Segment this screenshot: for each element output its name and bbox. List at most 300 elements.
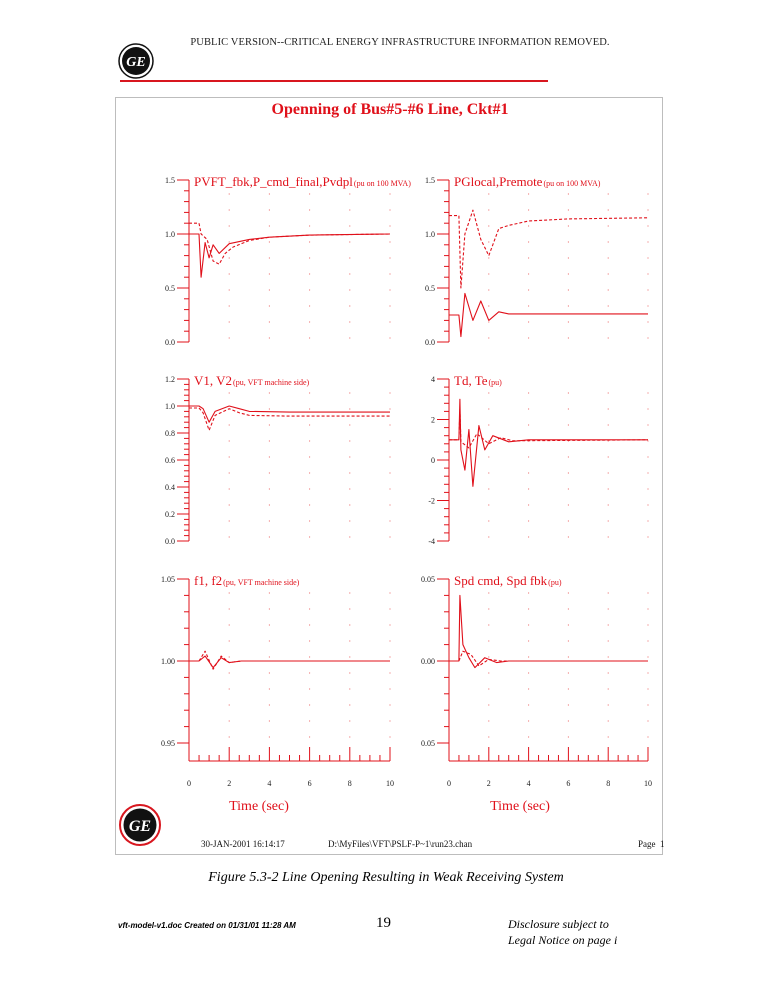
grid-dot [389,193,390,194]
grid-dot [349,424,350,425]
grid-dot [488,704,489,705]
grid-dot [488,672,489,673]
grid-dot [349,504,350,505]
panel-title-note: (pu) [488,378,502,387]
x-tick-label: 6 [307,779,312,788]
grid-dot [309,488,310,489]
grid-dot [528,736,529,737]
grid-dot [608,736,609,737]
grid-dot [349,624,350,625]
ge-logo-text: GE [126,55,146,70]
grid-dot [608,640,609,641]
grid-dot [309,408,310,409]
grid-dot [528,289,529,290]
grid-dot [568,656,569,657]
grid-dot [608,193,609,194]
grid-dot [269,225,270,226]
grid-dot [269,337,270,338]
grid-dot [269,209,270,210]
x-tick-label: 8 [606,779,611,788]
grid-dot [349,273,350,274]
grid-dot [608,209,609,210]
grid-dot [647,536,648,537]
grid-dot [229,520,230,521]
grid-dot [568,624,569,625]
grid-dot [269,241,270,242]
grid-dot [528,624,529,625]
grid-dot [528,424,529,425]
grid-dot [389,209,390,210]
panel-title [454,573,562,588]
grid-dot [647,736,648,737]
grid-dot [528,305,529,306]
grid-dot [608,472,609,473]
grid-dot [349,640,350,641]
x-tick-label: 8 [347,779,352,788]
grid-dot [647,592,648,593]
grid-dot [389,488,390,489]
grid-dot [269,640,270,641]
y-tick-label: 1.5 [425,176,435,185]
grid-dot [568,209,569,210]
header-rule [120,80,548,82]
y-tick-label: -2 [428,496,435,506]
panel-title-note: (pu on 100 MVA) [543,179,601,188]
grid-dot [488,257,489,258]
grid-dot [568,672,569,673]
grid-dot [309,225,310,226]
grid-dot [608,273,609,274]
grid-dot [528,392,529,393]
y-tick-label: 0.8 [165,429,175,438]
grid-dot [389,472,390,473]
grid-dot [528,193,529,194]
grid-dot [568,241,569,242]
grid-dot [488,225,489,226]
panel-title-main: Td, Te [454,373,488,388]
grid-dot [349,456,350,457]
grid-dot [488,488,489,489]
series-line-1 [189,234,390,277]
grid-dot [269,424,270,425]
grid-dot [488,688,489,689]
grid-dot [608,608,609,609]
plot-panel-6 [421,573,649,748]
grid-dot [349,488,350,489]
grid-dot [309,672,310,673]
grid-dot [528,337,529,338]
panel-title-note: (pu, VFT machine side) [233,378,310,387]
grid-dot [608,408,609,409]
grid-dot [647,440,648,441]
grid-dot [389,408,390,409]
grid-dot [309,520,310,521]
grid-dot [229,456,230,457]
grid-dot [229,736,230,737]
grid-dot [229,225,230,226]
series-line-2 [189,651,390,669]
grid-dot [349,193,350,194]
grid-dot [269,720,270,721]
grid-dot [349,536,350,537]
grid-dot [269,440,270,441]
grid-dot [647,193,648,194]
x-tick-label: 4 [526,779,531,788]
grid-dot [647,321,648,322]
grid-dot [488,193,489,194]
grid-dot [647,392,648,393]
grid-dot [309,504,310,505]
panel-title [454,373,502,388]
grid-dot [568,536,569,537]
grid-dot [488,273,489,274]
grid-dot [229,688,230,689]
grid-dot [647,305,648,306]
header-notice: PUBLIC VERSION--CRITICAL ENERGY INFRASTRUCTURE INFORMATION REMOVED. [190,37,610,48]
grid-dot [389,688,390,689]
grid-dot [608,225,609,226]
grid-dot [608,321,609,322]
panel-title-note: (pu, VFT machine side) [223,578,300,587]
grid-dot [229,704,230,705]
grid-dot [349,688,350,689]
panel-title-main: PGlocal,Premote [454,174,543,189]
grid-dot [647,241,648,242]
page-num: 1 [660,839,665,849]
y-tick-label: 0.95 [161,739,175,748]
grid-dot [309,608,310,609]
grid-dot [647,273,648,274]
grid-dot [389,424,390,425]
grid-dot [608,520,609,521]
grid-dot [647,209,648,210]
grid-dot [568,257,569,258]
y-tick-label: 0.4 [165,483,175,492]
grid-dot [528,273,529,274]
x-tick-label: 6 [566,779,571,788]
grid-dot [488,504,489,505]
grid-dot [349,736,350,737]
figure-frame [115,97,663,855]
y-tick-label: 2 [431,415,435,425]
grid-dot [568,273,569,274]
grid-dot [389,624,390,625]
grid-dot [309,640,310,641]
grid-dot [269,536,270,537]
grid-dot [349,408,350,409]
grid-dot [528,592,529,593]
grid-dot [349,608,350,609]
grid-dot [488,640,489,641]
grid-dot [309,656,310,657]
grid-dot [568,225,569,226]
panel-title [194,573,300,588]
grid-dot [488,608,489,609]
y-tick-label: -4 [428,537,435,546]
footer-file-info: vft-model-v1.doc Created on 01/31/01 11:28 AM [118,921,296,930]
grid-dot [647,688,648,689]
grid-dot [647,704,648,705]
grid-dot [309,241,310,242]
xlabel-right: Time (sec) [490,799,550,814]
grid-dot [488,736,489,737]
grid-dot [647,656,648,657]
panel-title-note: (pu) [548,578,562,587]
plot-panel-2 [425,174,649,347]
grid-dot [309,472,310,473]
grid-dot [269,520,270,521]
grid-dot [608,624,609,625]
figure-caption: Figure 5.3-2 Line Opening Resulting in Weak Receiving System [208,870,564,885]
grid-dot [647,424,648,425]
y-tick-label: 1.0 [165,230,175,239]
grid-dot [608,672,609,673]
y-tick-label: 4 [431,375,435,384]
grid-dot [309,720,310,721]
grid-dot [608,720,609,721]
grid-dot [309,392,310,393]
panel-title-main: V1, V2 [194,373,233,388]
figure-title: Openning of Bus#5-#6 Line, Ckt#1 [271,101,509,118]
grid-dot [528,688,529,689]
panel-title-main: f1, f2 [194,573,223,588]
grid-dot [528,321,529,322]
grid-dot [229,193,230,194]
grid-dot [229,472,230,473]
grid-dot [349,305,350,306]
y-tick-label: 1.2 [165,375,175,384]
grid-dot [568,736,569,737]
grid-dot [608,305,609,306]
grid-dot [528,640,529,641]
panel-title [194,373,310,388]
grid-dot [269,321,270,322]
grid-dot [229,273,230,274]
footer-disclosure [508,916,617,948]
grid-dot [568,321,569,322]
grid-dot [269,608,270,609]
grid-dot [389,704,390,705]
plot-panel-5 [161,573,391,748]
x-tick-label: 0 [447,779,451,788]
grid-dot [488,720,489,721]
grid-dot [647,289,648,290]
grid-dot [608,392,609,393]
grid-dot [568,704,569,705]
grid-dot [349,321,350,322]
x-tick-label: 0 [187,779,191,788]
grid-dot [269,592,270,593]
grid-dot [568,305,569,306]
grid-dot [349,209,350,210]
grid-dot [349,656,350,657]
grid-dot [229,257,230,258]
y-tick-label: 0.5 [165,284,175,293]
grid-dot [568,720,569,721]
grid-dot [488,392,489,393]
grid-dot [488,289,489,290]
grid-dot [647,337,648,338]
y-tick-label: 0.0 [165,537,175,546]
grid-dot [389,225,390,226]
grid-dot [647,624,648,625]
grid-dot [608,536,609,537]
grid-dot [528,225,529,226]
y-tick-label: 0.6 [165,456,175,465]
grid-dot [568,408,569,409]
disclosure-line-1: Disclosure subject to [508,917,609,931]
grid-dot [229,440,230,441]
y-tick-label: 0.00 [421,657,435,666]
grid-dot [568,472,569,473]
grid-dot [389,321,390,322]
x-axis-left [187,743,394,788]
grid-dot [608,241,609,242]
x-tick-label: 2 [227,779,232,788]
grid-dot [229,592,230,593]
footer-page-number: 19 [376,915,391,931]
grid-dot [608,257,609,258]
series-line-2 [449,293,648,336]
x-tick-label: 10 [644,779,652,788]
grid-dot [528,672,529,673]
grid-dot [528,520,529,521]
grid-dot [389,672,390,673]
y-tick-label: 1.0 [425,230,435,239]
grid-dot [309,456,310,457]
y-tick-label: 0.5 [425,284,435,293]
grid-dot [269,289,270,290]
grid-dot [269,504,270,505]
grid-dot [488,321,489,322]
grid-dot [568,392,569,393]
grid-dot [229,624,230,625]
series-line-1 [189,656,390,668]
grid-dot [309,193,310,194]
grid-dot [389,504,390,505]
grid-dot [229,720,230,721]
panel-title-main: Spd cmd, Spd fbk [454,573,548,588]
grid-dot [229,656,230,657]
grid-dot [608,592,609,593]
xlabel-left: Time (sec) [229,799,289,814]
grid-dot [389,241,390,242]
grid-dot [269,408,270,409]
grid-dot [488,408,489,409]
grid-dot [309,688,310,689]
grid-dot [488,209,489,210]
grid-dot [389,608,390,609]
grid-dot [349,289,350,290]
y-tick-label: 0.05 [421,739,435,748]
grid-dot [309,536,310,537]
grid-dot [389,536,390,537]
grid-dot [389,656,390,657]
grid-dot [229,209,230,210]
grid-dot [647,456,648,457]
grid-dot [608,456,609,457]
grid-dot [568,520,569,521]
grid-dot [389,392,390,393]
grid-dot [229,504,230,505]
grid-dot [269,273,270,274]
grid-dot [269,472,270,473]
grid-dot [389,305,390,306]
y-tick-label: 0 [431,456,435,465]
grid-dot [349,337,350,338]
grid-dot [389,337,390,338]
ge-logo-bottom-icon [119,804,161,846]
series-line-2 [189,223,390,264]
series-line-2 [189,408,390,430]
grid-dot [389,257,390,258]
grid-dot [229,241,230,242]
grid-dot [528,456,529,457]
x-axis-right [447,743,652,788]
plot-panel-1 [165,174,411,347]
grid-dot [309,424,310,425]
grid-dot [309,305,310,306]
grid-dot [608,337,609,338]
grid-dot [488,520,489,521]
grid-dot [568,424,569,425]
grid-dot [568,337,569,338]
grid-dot [488,624,489,625]
grid-dot [568,504,569,505]
grid-dot [349,720,350,721]
grid-dot [568,193,569,194]
grid-dot [528,504,529,505]
grid-dot [229,424,230,425]
panel-title [454,174,601,189]
series-line-1 [449,399,648,486]
grid-dot [647,608,648,609]
grid-dot [488,241,489,242]
grid-dot [389,736,390,737]
y-tick-label: 1.05 [161,575,175,584]
grid-dot [229,488,230,489]
panel-title-main: PVFT_fbk,P_cmd_final,Pvdpl [194,174,353,189]
grid-dot [269,257,270,258]
grid-dot [349,241,350,242]
grid-dot [528,536,529,537]
plot-panel-3 [165,373,391,546]
ge-logo-bottom-text: GE [128,818,152,835]
grid-dot [488,656,489,657]
grid-dot [269,193,270,194]
grid-dot [309,337,310,338]
grid-dot [309,704,310,705]
disclosure-line-2: Legal Notice on page i [508,933,618,947]
grid-dot [647,488,648,489]
grid-dot [349,704,350,705]
y-tick-label: 0.0 [425,338,435,347]
grid-dot [389,289,390,290]
grid-dot [309,257,310,258]
grid-dot [568,456,569,457]
y-tick-label: 0.2 [165,510,175,519]
grid-dot [349,592,350,593]
x-tick-label: 4 [267,779,272,788]
grid-dot [568,289,569,290]
grid-dot [608,289,609,290]
panel-title-note: (pu on 100 MVA) [353,179,411,188]
grid-dot [229,392,230,393]
grid-dot [647,672,648,673]
y-tick-label: 0.0 [165,338,175,347]
grid-dot [608,704,609,705]
file-path: D:\MyFiles\VFT\PSLF-P~1\run23.chan [328,839,473,849]
